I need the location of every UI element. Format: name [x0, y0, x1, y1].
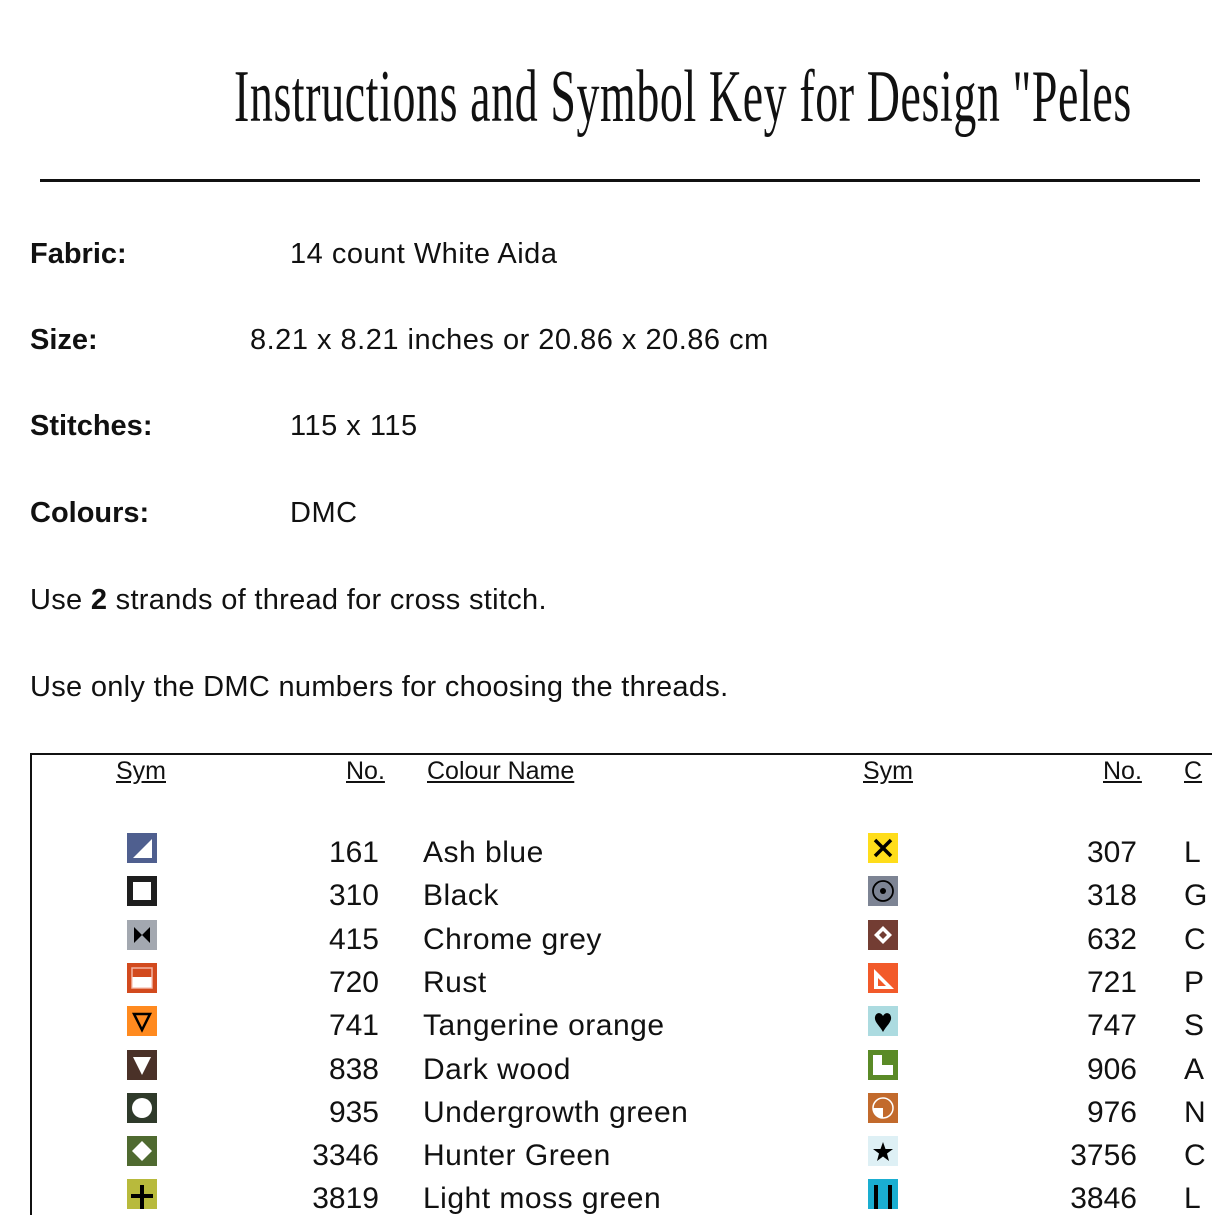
dmc-number: 3819: [312, 1182, 379, 1216]
triangle-down-outline-icon: [127, 1006, 157, 1036]
fabric-value: 14 count White Aida: [290, 238, 558, 270]
dmc-number: 318: [1086, 879, 1137, 913]
colour-name: A: [1184, 1052, 1205, 1086]
dmc-number: 415: [328, 922, 379, 956]
size-label: Size:: [30, 324, 98, 356]
colour-name: Hunter Green: [423, 1139, 611, 1173]
dmc-number: 307: [1086, 836, 1137, 869]
dmc-number: 976: [1086, 1095, 1137, 1129]
stitches-value: 115 x 115: [290, 410, 418, 442]
header-sym: Sym: [116, 757, 166, 785]
colour-name: Chrome grey: [423, 922, 602, 956]
half-triangle-icon: [127, 833, 157, 863]
colour-name: L: [1184, 836, 1202, 869]
colour-name: Light moss green: [423, 1182, 662, 1216]
dmc-number: 161: [328, 836, 379, 869]
colour-name: C: [1184, 1139, 1207, 1173]
heart-icon: [868, 1006, 898, 1036]
size-value: 8.21 x 8.21 inches or 20.86 x 20.86 cm: [250, 324, 769, 356]
dmc-number: 3846: [1070, 1182, 1137, 1216]
title-divider: [40, 179, 1200, 182]
dmc-number: 3346: [312, 1139, 379, 1173]
page-title: Instructions and Symbol Key for Design "Peles: [234, 56, 1132, 138]
colour-name: G: [1184, 879, 1208, 913]
strands-count: 2: [90, 584, 108, 616]
header-sym-2: Sym: [863, 757, 913, 785]
header-no-2: No.: [1103, 757, 1142, 785]
dmc-number: 632: [1086, 922, 1137, 956]
header-colour-name-2: C: [1184, 757, 1203, 785]
dmc-number: 747: [1086, 1009, 1137, 1043]
bowtie-icon: [127, 920, 157, 950]
dmc-number: 3756: [1070, 1139, 1137, 1173]
l-shape-icon: [868, 1050, 898, 1080]
colours-label: Colours:: [30, 497, 150, 529]
colour-name: S: [1184, 1009, 1205, 1043]
triangle-down-icon: [127, 1050, 157, 1080]
dmc-number: 720: [328, 965, 379, 999]
plus-icon: [127, 1179, 157, 1209]
colour-name: P: [1184, 965, 1205, 999]
split-rect-icon: [127, 963, 157, 993]
dmc-number: 935: [328, 1095, 379, 1129]
header-no: No.: [346, 757, 385, 785]
colour-name: Black: [423, 879, 499, 913]
colour-name: Ash blue: [423, 836, 544, 869]
strands-instruction: [30, 584, 547, 617]
set-square-icon: [868, 963, 898, 993]
colour-name: Undergrowth green: [423, 1095, 689, 1129]
dmc-note: Use only the DMC numbers for choosing the threads.: [30, 671, 729, 703]
strands-post: strands of thread for cross stitch.: [107, 584, 547, 616]
dmc-number: 721: [1086, 965, 1137, 999]
colour-name: C: [1184, 922, 1207, 956]
colour-name: Dark wood: [423, 1052, 571, 1086]
stitches-label: Stitches:: [30, 410, 153, 442]
colour-name: N: [1184, 1095, 1207, 1129]
colour-name: Rust: [423, 965, 487, 999]
diamond-icon: [127, 1136, 157, 1166]
colour-name: L: [1184, 1182, 1202, 1216]
x-icon: [868, 833, 898, 863]
header-colour-name: Colour Name: [427, 757, 575, 785]
circle-icon: [127, 1093, 157, 1123]
star-icon: [868, 1136, 898, 1166]
dmc-number: 310: [328, 879, 379, 913]
colours-value: DMC: [290, 497, 358, 529]
fabric-label: Fabric:: [30, 238, 127, 270]
quarter-circle-icon: [868, 1093, 898, 1123]
dot-circle-icon: [868, 876, 898, 906]
square-outline-icon: [127, 876, 157, 906]
strands-pre: Use: [30, 584, 91, 616]
dmc-number: 906: [1086, 1052, 1137, 1086]
dmc-number: 838: [328, 1052, 379, 1086]
u-shape-icon: [868, 1179, 898, 1209]
diamond-outline-icon: [868, 920, 898, 950]
dmc-number: 741: [328, 1009, 379, 1043]
colour-name: Tangerine orange: [423, 1009, 665, 1043]
